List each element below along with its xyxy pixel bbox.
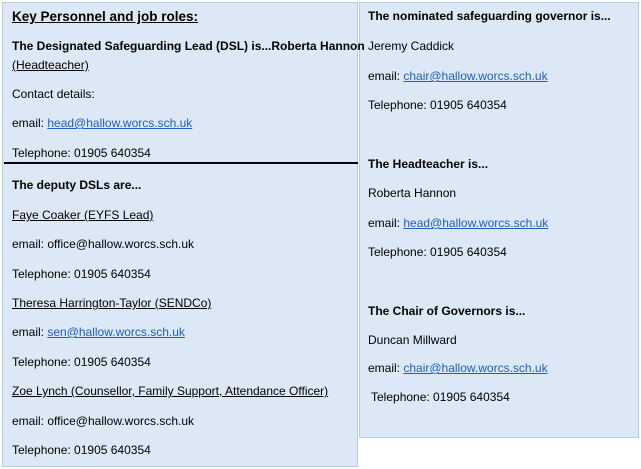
email-label: email: [368,69,404,83]
headteacher-heading: The Headteacher is... [368,157,489,171]
deputy-phone: Telephone: 01905 640354 [12,443,151,457]
email-label: email: [368,216,404,230]
deputy-name: Theresa Harrington-Taylor (SENDCo) [12,296,212,310]
section-divider [4,162,358,164]
headteacher-phone: Telephone: 01905 640354 [368,245,507,259]
chair-email-row [368,361,548,376]
chair-email-link[interactable]: chair@hallow.worcs.sch.uk [403,361,548,375]
governor-name: Jeremy Caddick [368,39,455,53]
deputy-email-row [12,325,185,340]
deputy-name: Faye Coaker (EYFS Lead) [12,208,154,222]
headteacher-name: Roberta Hannon [368,186,457,200]
headteacher-email-row [368,216,548,231]
dsl-role: (Headteacher) [12,58,89,72]
deputy-email: email: office@hallow.worcs.sch.uk [12,237,195,251]
chair-phone: Telephone: 01905 640354 [371,390,510,404]
deputy-phone: Telephone: 01905 640354 [12,267,151,281]
chair-name: Duncan Millward [368,333,457,347]
email-label: email: [12,325,48,339]
deputy-email: email: office@hallow.worcs.sch.uk [12,414,195,428]
deputy-heading: The deputy DSLs are... [12,178,142,192]
email-label: email: [368,361,404,375]
dsl-email-row [12,116,192,131]
governor-heading: The nominated safeguarding governor is... [368,9,611,23]
chair-heading: The Chair of Governors is... [368,304,526,318]
governor-phone: Telephone: 01905 640354 [368,98,507,112]
deputy-phone: Telephone: 01905 640354 [12,355,151,369]
deputy-name: Zoe Lynch (Counsellor, Family Support, Attendance Officer) [12,384,329,398]
governor-email-row [368,69,548,84]
dsl-email-link[interactable]: head@hallow.worcs.sch.uk [47,116,193,130]
deputy-email-link[interactable]: sen@hallow.worcs.sch.uk [47,325,185,339]
governor-email-link[interactable]: chair@hallow.worcs.sch.uk [403,69,548,83]
email-label: email: [12,116,48,130]
page-title: Key Personnel and job roles: [12,9,199,24]
dsl-phone: Telephone: 01905 640354 [12,146,151,160]
headteacher-email-link[interactable]: head@hallow.worcs.sch.uk [403,216,549,230]
contact-label: Contact details: [12,87,95,101]
dsl-heading: The Designated Safeguarding Lead (DSL) is...Roberta Hannon [12,39,365,53]
